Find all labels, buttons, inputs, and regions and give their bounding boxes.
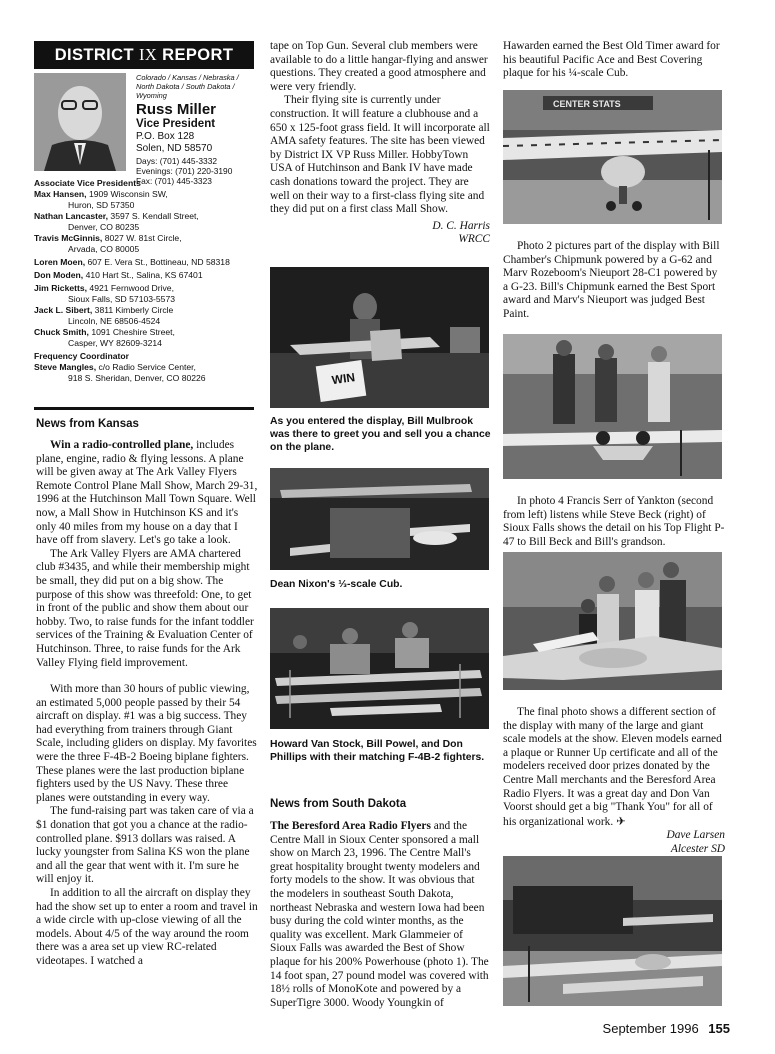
signature-harris: D. C. Harris	[432, 219, 490, 232]
assoc-entry-cont: Huron, SD 57350	[68, 200, 135, 210]
freq-entry-cont: 918 S. Sheridan, Denver, CO 80226	[68, 373, 206, 383]
district-report-box	[34, 41, 254, 408]
signature-wrcc: WRCC	[458, 233, 490, 246]
col3-para-1: Hawarden earned the Best Old Timer award for his beautiful Pacific Ace and Best Covering plaque for his ¼-scale Cub.	[503, 40, 720, 80]
report-title-c: REPORT	[162, 46, 234, 64]
vp-address-2: Solen, ND 58570	[136, 142, 213, 154]
column-3-c	[503, 495, 725, 549]
vp-portrait	[34, 73, 126, 171]
col3-para-2: Photo 2 pictures part of the display with Bill Chamber's Chipmunk powered by a G-62 and Marv Rozeboom's Nieuport 28-C1 powered by a G-23. Bill's Chipmunk earned the Best Sport award and Marv's Nieuport was judged Best Paint.	[503, 240, 720, 320]
kansas-para-2: The Ark Valley Flyers are AMA chartered club #3435, and while their membership might be small, they did put on a big show. The purpose of this show was threefold: One, to get in front of the public and show them about our hobby. Two, to raise funds for the infant toddler services of the Training & Evaluation Center of Hutchinson. Three, to raise funds for the Ark Valley Flying field improvement.	[36, 547, 254, 669]
freq-entry: Steve Mangles, c/o Radio Service Center,	[34, 362, 196, 372]
assoc-entry-cont: Sioux Falls, SD 57103-5573	[68, 294, 176, 304]
photo-giant-scale	[503, 856, 722, 1006]
column-1	[36, 418, 258, 969]
page-footer	[560, 1021, 730, 1036]
photo-dean-nixon-cub	[270, 468, 489, 570]
portrait-photo	[34, 73, 126, 171]
win-sign-text: WIN	[330, 370, 356, 388]
center-stats-sign: CENTER STATS	[553, 99, 621, 109]
section-head-kansas: News from Kansas	[36, 418, 139, 430]
kansas-para-1: Win a radio-controlled plane, includes plane, engine, radio & flying lessons. A plane will be given away at The Ark Valley Flyers Remote Control Plane Mall Show, March 29-31, 1996 at the Hutchinson Mall Town Square. Well now, a Mall Show in Hutchinson KS and it's only 40 miles from my house on a day that I have off from slavery. Let's go take a look.	[36, 439, 258, 547]
column-2-south-dakota	[270, 798, 490, 1010]
assoc-entry: Loren Moen, 607 E. Vera St., Bottineau, ND 58318	[34, 257, 230, 267]
signature-alcester: Alcester SD	[670, 842, 725, 855]
vp-phone-evenings: Evenings: (701) 220-3190	[136, 166, 233, 176]
header-rule	[34, 407, 254, 410]
col2-para-2: Their flying site is currently under construction. It will feature a clubhouse and a 650 x 125-foot grass field. It will incorporate all AMA safety features. The site has been viewed by District IX VP Russ Miller. HobbyTown USA of Hutchinson and Bank IV have made cash donations toward the project. They are well on their way to a first-class flying site and they did put on a first class Mall Show.	[270, 94, 490, 216]
col3-para-4: The final photo shows a different section of the display with many of the large and giant scale models at the show. Eleven models earned a plaque or Runner Up certificate and all of the modelers received door prizes donated by the Centre Mall merchants and the Beresford Area Radio Flyers. It was a great day and Don Van Voorst should get a big "Thank You" for all of his organizational work. ✈	[503, 706, 722, 828]
vp-role: Vice President	[136, 118, 216, 130]
assoc-entry: Jack L. Sibert, 3811 Kimberly Circle	[34, 305, 174, 315]
photo-powerhouse	[503, 90, 722, 224]
col3-para-3: In photo 4 Francis Serr of Yankton (second from left) listens while Steve Beck (right) of Sioux Falls shows the detail on his Top Flight P-47 to Bill Beck and Bill's grandson.	[503, 495, 725, 548]
freq-heading: Frequency Coordinator	[34, 351, 130, 361]
report-title-bar	[34, 41, 254, 69]
assoc-entry: Chuck Smith, 1091 Cheshire Street,	[34, 327, 175, 337]
sd-para-1: The Beresford Area Radio Flyers and the Centre Mall in Sioux Center sponsored a mall show on March 23, 1996. The Centre Mall's great hospitality brought twenty modelers and forty models to the show. It was obvious that the modelers in southeast South Dakota, northeast Nebraska and western Iowa had been busy during the cold winter months, as the quality was excellent. Mark Glammeier of Sioux Falls was awarded the Best of Show plaque for his 200% Powerhouse (photo 1). The 14 foot span, 27 pound model was covered with 18½ rolls of MonoKote and powered by a SuperTigre 3000. Woody Youngkin of	[270, 820, 489, 1009]
caption-photo-mulbrook: As you entered the display, Bill Mulbrook was there to greet you and sell you a chance on the plane.	[270, 416, 491, 453]
col2-para-1: tape on Top Gun. Several club members were available to do a little hangar-flying and answer questions. They created a good atmosphere and were very friendly.	[270, 40, 488, 93]
photo-bill-mulbrook	[270, 267, 489, 408]
vp-address-1: P.O. Box 128	[136, 131, 195, 142]
signature-larsen: Dave Larsen	[666, 829, 725, 842]
assoc-entry: Don Moden, 410 Hart St., Salina, KS 67401	[34, 270, 203, 280]
photo-f4b2-fighters	[270, 608, 489, 729]
kansas-para-3: With more than 30 hours of public viewing, an estimated 5,000 people passed by their 54 aircraft on display. #1 was a big success. They had everything from trainers through Giant Scale, including gliders on display. My favorites were the three F-4B-2 Boeing biplane fighters. These planes were the last production biplane fighters used by the US Navy. These three planes were outstanding in every way.	[36, 683, 257, 804]
vp-name: Russ Miller	[136, 101, 217, 118]
states-list: Colorado / Kansas / Nebraska / North Dakota / South Dakota / Wyoming	[136, 73, 239, 100]
assoc-entry-cont: Arvada, CO 80005	[68, 244, 140, 254]
caption-photo-nixon: Dean Nixon's ⅓-scale Cub.	[270, 579, 403, 590]
footer-date: September 1996	[602, 1021, 699, 1036]
column-2	[270, 40, 490, 247]
assoc-entry-cont: Denver, CO 80235	[68, 222, 140, 232]
photo-chipmunk-nieuport	[503, 334, 722, 479]
vp-fax: Fax: (701) 445-3323	[136, 176, 212, 186]
photo-p47-detail	[503, 552, 722, 690]
column-3-d	[503, 706, 725, 857]
vp-phone-days: Days: (701) 445-3332	[136, 156, 218, 166]
column-3-b	[503, 240, 725, 322]
assoc-heading: Associate Vice Presidents	[34, 178, 141, 188]
report-title-a: DISTRICT	[54, 46, 134, 64]
assoc-entry-cont: Casper, WY 82609-3214	[68, 338, 162, 348]
assoc-entry-cont: Lincoln, NE 68506-4524	[68, 316, 161, 326]
column-3	[503, 40, 725, 81]
footer-page-number: 155	[708, 1021, 730, 1036]
assoc-entry: Max Hansen, 1909 Wisconsin SW,	[34, 189, 168, 199]
assoc-entry: Jim Ricketts, 4921 Fernwood Drive,	[34, 283, 174, 293]
associate-list	[34, 178, 256, 384]
caption-photo-f4b2: Howard Van Stock, Bill Powel, and Don Phillips with their matching F-4B-2 fighters.	[270, 739, 485, 763]
assoc-entry: Nathan Lancaster, 3597 S. Kendall Street,	[34, 211, 199, 221]
section-head-south-dakota: News from South Dakota	[270, 798, 407, 810]
end-mark-icon: ✈	[616, 813, 626, 828]
assoc-entry: Travis McGinnis, 8027 W. 81st Circle,	[34, 233, 182, 243]
kansas-para-4: The fund-raising part was taken care of via a $1 donation that got you a chance at the radio-controlled plane. $913 dollars was raised. A lucky youngster from Salina KS won the plane and all the gear that went with it. I'm sure he will enjoy it.	[36, 805, 254, 886]
kansas-para-5: In addition to all the aircraft on display they had the show set up to enter a room and travel in a wide circle with up-close viewing of all the models. About 4/5 of the way around the room there was a area set up view RC-related videotapes. I watched a	[36, 887, 258, 967]
report-title-b: IX	[138, 45, 158, 64]
